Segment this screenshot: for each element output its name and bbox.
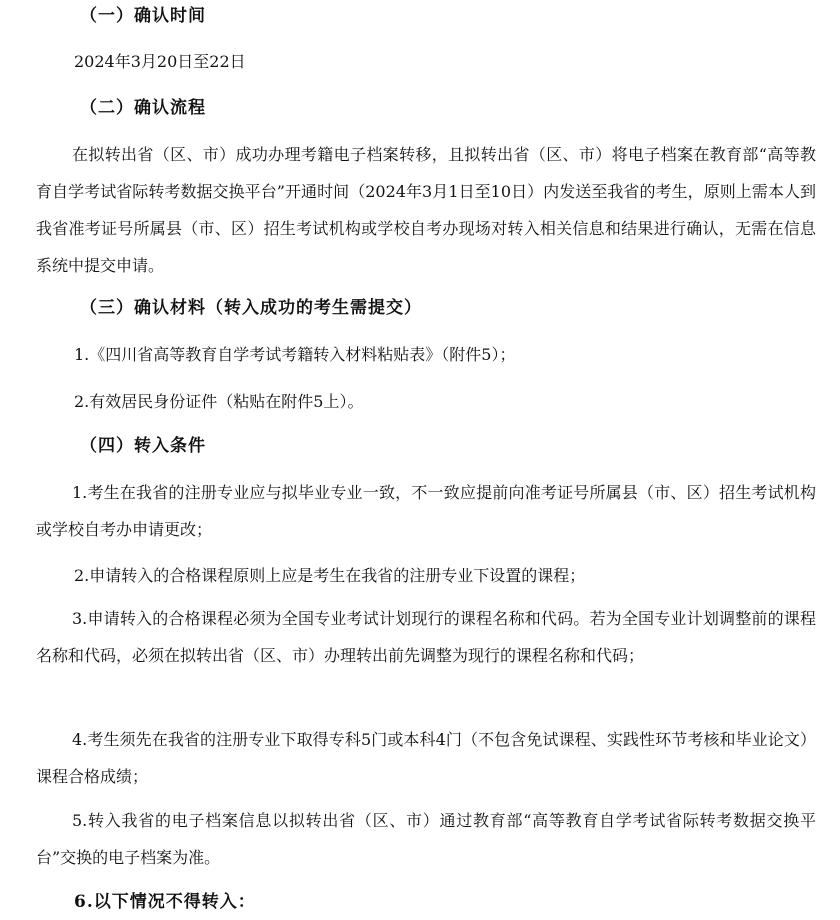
section-heading-confirm-time: （一）确认时间 xyxy=(80,6,206,26)
condition-item-4: 4.考生须先在我省的注册专业下取得专科5门或本科4门（不包含免试课程、实践性环节考核和毕业论文）课程合格成绩； xyxy=(36,730,816,786)
confirm-date: 2024年3月20日至22日 xyxy=(74,52,246,71)
confirm-process-paragraph: 在拟转出省（区、市）成功办理考籍电子档案转移，且拟转出省（区、市）将电子档案在教育部“高等教育自学考试省际转考数据交换平台”开通时间（2024年3月1日至10日）内发送至我省的考生，原则上需本人到我省准考证号所属县（市、区）招生考试机构或学校自考办现场对转入相关信息和结果进行确认，无需在信息系统中提交申请。 xyxy=(36,145,816,275)
section-heading-confirm-process: （二）确认流程 xyxy=(80,98,206,118)
condition-item-3: 3.申请转入的合格课程必须为全国专业考试计划现行的课程名称和代码。若为全国专业计划调整前的课程名称和代码，必须在拟转出省（区、市）办理转出前先调整为现行的课程名称和代码； xyxy=(36,609,816,665)
condition-item-5: 5.转入我省的电子档案信息以拟转出省（区、市）通过教育部“高等教育自学考试省际转考数据交换平台”交换的电子档案为准。 xyxy=(36,811,816,867)
section-heading-transfer-conditions: （四）转入条件 xyxy=(80,436,206,456)
section-heading-not-allowed: 6.以下情况不得转入： xyxy=(74,892,256,912)
materials-item-1: 1.《四川省高等教育自学考试考籍转入材料粘贴表》（附件5）； xyxy=(74,345,516,364)
materials-item-2: 2.有效居民身份证件（粘贴在附件5上）。 xyxy=(74,392,364,411)
condition-item-1: 1.考生在我省的注册专业应与拟毕业专业一致，不一致应提前向准考证号所属县（市、区）招生考试机构或学校自考办申请更改； xyxy=(36,483,816,539)
section-heading-confirm-materials: （三）确认材料（转入成功的考生需提交） xyxy=(80,298,422,318)
condition-item-2: 2.申请转入的合格课程原则上应是考生在我省的注册专业下设置的课程； xyxy=(74,566,586,585)
